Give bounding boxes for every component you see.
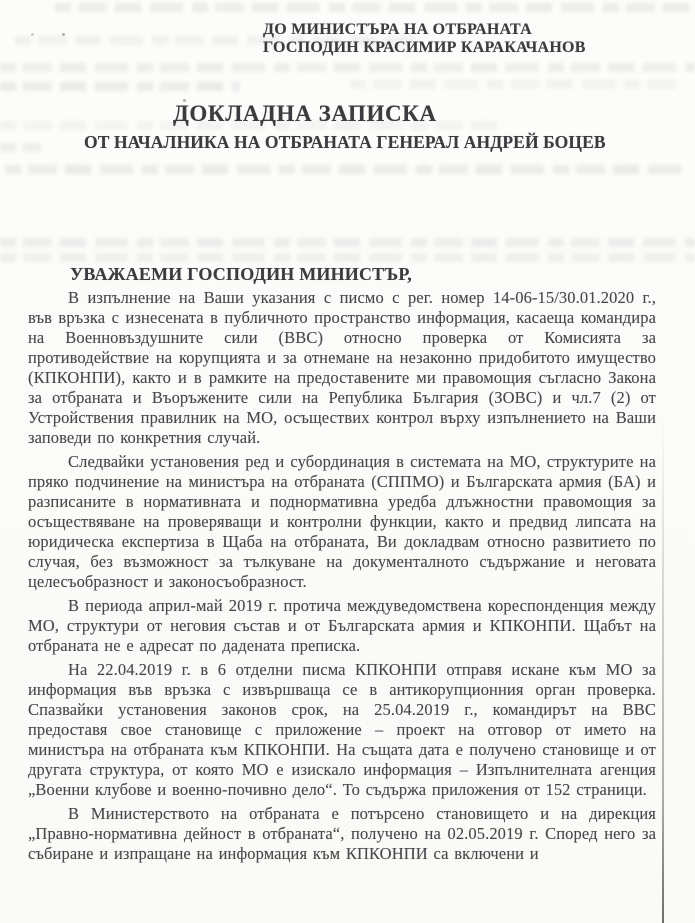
bleedthrough-artifact (0, 238, 695, 247)
bleedthrough-artifact (0, 253, 695, 262)
scan-edge-artifact (662, 415, 664, 923)
bleedthrough-artifact (0, 82, 240, 91)
addressee-block (263, 21, 586, 56)
scan-speck-artifact (31, 33, 34, 36)
addressee-line-1: ДО МИНИСТЪРА НА ОТБРАНАТА (263, 21, 532, 38)
document-body (28, 288, 656, 868)
bleedthrough-artifact (0, 63, 695, 72)
body-paragraph: Следвайки установения ред и субординация в системата на МО, структурите на пряко подчинение на министъра на отбраната (СППМО) и Българската армия (БА) и разписаните в нормативната и поднормативна уредба длъжностни правомощия за осъществяване на проверяващи и контролни функции, както и предвид липсата на юридическа експертиза в Щаба на отбраната, Ви докладвам относно развитието по случая, без възможност за тълкуване на документалното съдържание и неговата целесъобразност и законосъобразност. (28, 452, 656, 591)
bleedthrough-artifact (55, 3, 690, 12)
body-paragraph: В изпълнение на Ваши указания с писмо с рег. номер 14-06-15/30.01.2020 г., във връзка с изнесената в публичното пространство информация, касаеща командира на Военновъздушните сили (ВВС) относно проверка от Комисията за противодействие на корупцията и за отнемане на незаконно придобитото имущество (КПКОНПИ), както и в рамките на предоставените ми правомощия съгласно Закона за отбраната и Въоръжените сили на Република България (ЗОВС) и чл.7 (2) от Устройствения правилник на МО, осъществих контрол върху изпълнението на Ваши заповеди по конкретния случай. (28, 288, 656, 447)
body-paragraph: В Министерството на отбраната е потърсено становището и на дирекция „Правно-нормативна дейност в отбраната“, получено на 02.05.2019 г. Според него за събиране и изпращане на информация към КПКОНПИ са включени и (28, 804, 656, 863)
bleedthrough-artifact (350, 80, 680, 89)
addressee-line-2: ГОСПОДИН КРАСИМИР КАРАКАЧАНОВ (263, 38, 586, 56)
document-title: ДОКЛАДНА ЗАПИСКА (173, 101, 437, 126)
body-paragraph: На 22.04.2019 г. в 6 отделни писма КПКОНПИ отправя искане към МО за информация във връзка с извършваща се в антикорупционния орган проверка. Спазвайки установения законов срок, на 25.04.2019 г., командирът на ВВС предоставя свое становище с приложение – проект на отговор от името на министъра на отбраната към КПКОНПИ. На същата дата е получено становище и от другата структура, от която МО е изискало информация – Изпълнителната агенция „Военни клубове и военно-почивно дело“. То съдържа приложения от 152 страници. (28, 660, 656, 799)
bleedthrough-artifact (0, 143, 42, 152)
document-author-line: ОТ НАЧАЛНИКА НА ОТБРАНАТА ГЕНЕРАЛ АНДРЕЙ БОЦЕВ (84, 132, 606, 152)
scan-speck-artifact (62, 33, 65, 36)
body-paragraph: В периода април-май 2019 г. протича междуведомствена кореспонденция между МО, структури от неговия състав и от Българската армия и КПКОНПИ. Щабът на отбраната не е адресат по дадената преписка. (28, 596, 656, 655)
salutation: УВАЖАЕМИ ГОСПОДИН МИНИСТЪР, (70, 264, 413, 284)
bleedthrough-artifact (5, 165, 690, 174)
